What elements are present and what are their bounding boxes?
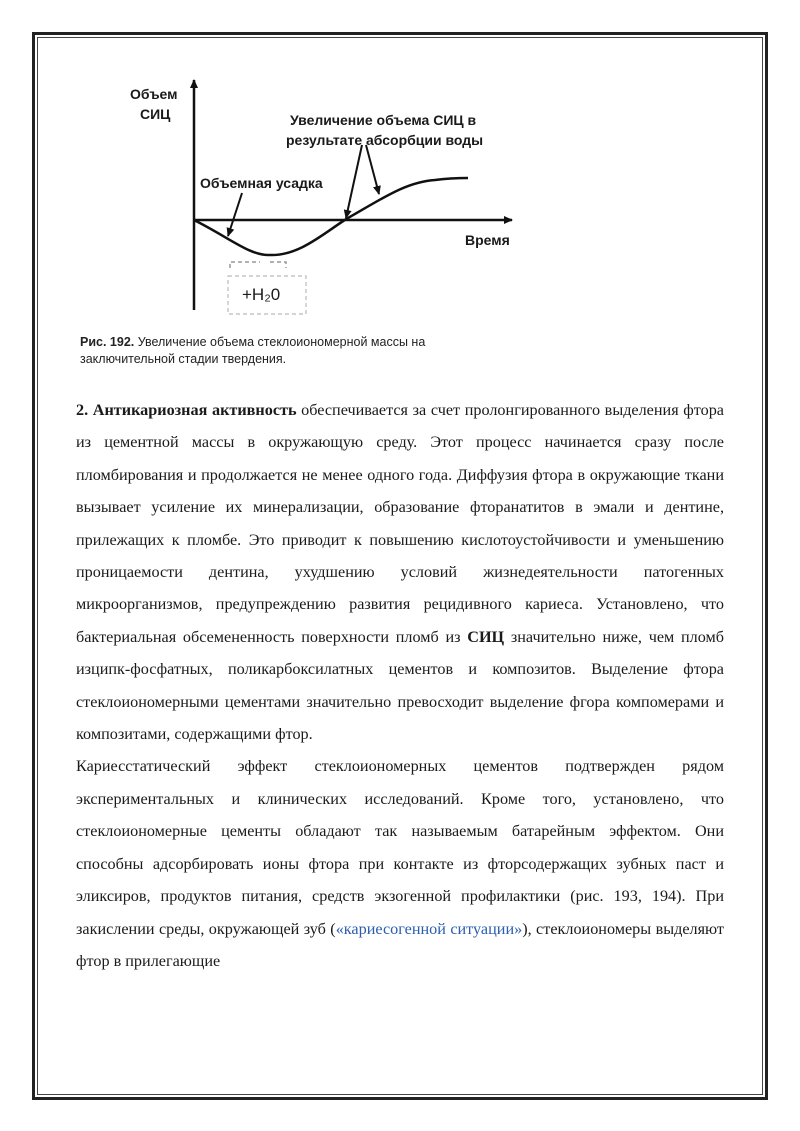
- paragraph-cariesstatic: [76, 750, 724, 977]
- x-axis-label: Время: [465, 232, 510, 248]
- caption-number: Рис. 192.: [80, 335, 135, 349]
- paragraph1-bold-lead: 2. Антикариозная активность: [76, 401, 297, 419]
- paragraph1-part1: обеспечивается за счет пролонгированного выделения фтора из цементной массы в окружающую среду. Этот процесс начинается сразу после пломбирования и продолжается не менее одного года. Диффузия фтора в окружающие ткани вызывает усиление их минерализации, образование фторанатитов в эмали и дентине, прилежащих к пломбе. Это приводит к повышению кислотоустойчивости и уменьшению проницаемости дентина, ухудшению условий жизнедеятельности патогенных микроорганизмов, предупреждению развития рецидивного кариеса. Установлено, что бактериальная обсемененность поверхности пломб из: [76, 401, 724, 646]
- water-bracket: [230, 262, 286, 268]
- increase-arrow-1: [346, 145, 362, 218]
- figure-caption: [80, 334, 520, 368]
- caption-text-line1: Увеличение объема стеклоиономерной массы на: [134, 335, 426, 349]
- shrinkage-arrow: [228, 193, 242, 236]
- body-text: [76, 394, 724, 977]
- cariesogenic-link[interactable]: «кариесогенной ситуации»: [335, 919, 523, 938]
- y-axis-label-line1: Объем: [130, 86, 178, 102]
- paragraph-anticaries: [76, 394, 724, 750]
- paragraph1-part2: значительно ниже, чем пломб изципк-фосфатных, поликарбоксилатных цементов и композитов. Выделение фтора стеклоиономерными цементами значительно превосходит выделение фгора компомерами и композитами, содержащими фтор.: [76, 627, 724, 744]
- y-axis-label-line2: СИЦ: [140, 106, 171, 122]
- shrinkage-label: Объемная усадка: [200, 175, 323, 191]
- increase-label-line2: результате абсорбции воды: [286, 132, 484, 148]
- paragraph2-part2: ), стеклоиономеры выделяют фтор в прилегающие: [76, 919, 724, 970]
- paragraph1-bold-siz: СИЦ: [467, 627, 505, 646]
- figure-volume-graph: [70, 60, 590, 380]
- paragraph2-part1: Кариесстатический эффект стеклоиономерных цементов подтвержден рядом экспериментальных и клинических исследований. Кроме того, установлено, что стеклоиономерные цементы обладают так называемым батарейным эффектом. Они способны адсорбировать ионы фтора при контакте из фторсодержащих зубных паст и эликсиров, продуктов питания, средств экзогенной профилактики (рис. 193, 194). При закислении среды, окружающей зуб (: [76, 757, 724, 938]
- increase-arrow-2: [366, 145, 379, 194]
- water-label: +H₂0: [242, 285, 281, 304]
- increase-label-line1: Увеличение объема СИЦ в: [290, 112, 477, 128]
- caption-text-line2: заключительной стадии твердения.: [80, 352, 287, 366]
